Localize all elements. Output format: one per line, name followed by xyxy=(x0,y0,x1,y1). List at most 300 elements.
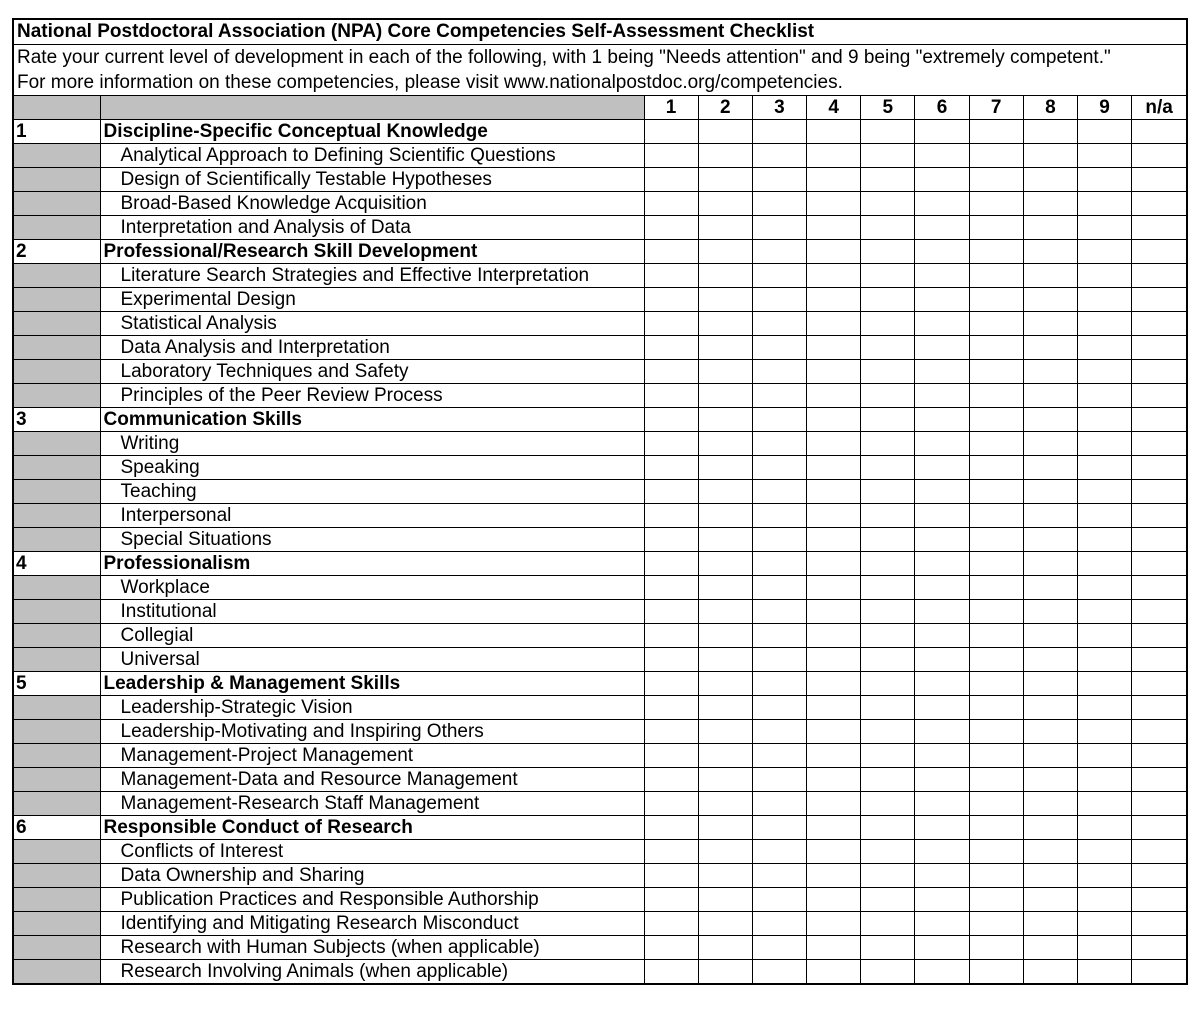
rating-cell[interactable] xyxy=(969,672,1023,696)
rating-cell[interactable] xyxy=(1132,384,1186,408)
rating-cell[interactable] xyxy=(644,696,698,720)
rating-cell[interactable] xyxy=(752,312,806,336)
rating-cell[interactable] xyxy=(1023,360,1077,384)
rating-cell[interactable] xyxy=(644,288,698,312)
rating-cell[interactable] xyxy=(644,864,698,888)
rating-cell[interactable] xyxy=(861,432,915,456)
rating-cell[interactable] xyxy=(1023,240,1077,264)
rating-cell[interactable] xyxy=(1078,456,1132,480)
rating-cell[interactable] xyxy=(807,144,861,168)
rating-cell[interactable] xyxy=(1023,144,1077,168)
rating-cell[interactable] xyxy=(698,360,752,384)
rating-cell[interactable] xyxy=(698,384,752,408)
rating-cell[interactable] xyxy=(969,360,1023,384)
rating-cell[interactable] xyxy=(1078,744,1132,768)
rating-cell[interactable] xyxy=(1132,648,1186,672)
rating-cell[interactable] xyxy=(1078,480,1132,504)
rating-cell[interactable] xyxy=(644,648,698,672)
rating-cell[interactable] xyxy=(752,816,806,840)
rating-cell[interactable] xyxy=(915,936,969,960)
rating-cell[interactable] xyxy=(752,264,806,288)
rating-cell[interactable] xyxy=(698,528,752,552)
rating-cell[interactable] xyxy=(807,336,861,360)
rating-cell[interactable] xyxy=(752,768,806,792)
rating-cell[interactable] xyxy=(752,552,806,576)
rating-cell[interactable] xyxy=(698,744,752,768)
rating-cell[interactable] xyxy=(807,240,861,264)
rating-cell[interactable] xyxy=(861,360,915,384)
rating-cell[interactable] xyxy=(1023,504,1077,528)
rating-cell[interactable] xyxy=(752,504,806,528)
rating-cell[interactable] xyxy=(644,168,698,192)
rating-cell[interactable] xyxy=(969,216,1023,240)
rating-cell[interactable] xyxy=(807,168,861,192)
rating-cell[interactable] xyxy=(1023,576,1077,600)
rating-cell[interactable] xyxy=(861,216,915,240)
rating-cell[interactable] xyxy=(1078,576,1132,600)
rating-cell[interactable] xyxy=(644,120,698,144)
rating-cell[interactable] xyxy=(1132,696,1186,720)
rating-cell[interactable] xyxy=(1078,312,1132,336)
rating-cell[interactable] xyxy=(1078,168,1132,192)
rating-cell[interactable] xyxy=(1023,936,1077,960)
rating-cell[interactable] xyxy=(1078,768,1132,792)
rating-cell[interactable] xyxy=(644,432,698,456)
rating-cell[interactable] xyxy=(807,648,861,672)
rating-cell[interactable] xyxy=(752,408,806,432)
rating-cell[interactable] xyxy=(698,672,752,696)
rating-cell[interactable] xyxy=(969,408,1023,432)
rating-cell[interactable] xyxy=(752,648,806,672)
rating-cell[interactable] xyxy=(969,888,1023,912)
rating-cell[interactable] xyxy=(861,960,915,984)
rating-cell[interactable] xyxy=(1078,504,1132,528)
rating-cell[interactable] xyxy=(1078,336,1132,360)
rating-cell[interactable] xyxy=(915,192,969,216)
rating-cell[interactable] xyxy=(807,888,861,912)
rating-cell[interactable] xyxy=(1078,408,1132,432)
rating-cell[interactable] xyxy=(1023,336,1077,360)
rating-cell[interactable] xyxy=(915,384,969,408)
rating-cell[interactable] xyxy=(915,216,969,240)
rating-cell[interactable] xyxy=(752,576,806,600)
rating-cell[interactable] xyxy=(1132,960,1186,984)
rating-cell[interactable] xyxy=(698,792,752,816)
rating-cell[interactable] xyxy=(861,624,915,648)
rating-cell[interactable] xyxy=(861,456,915,480)
rating-cell[interactable] xyxy=(807,528,861,552)
rating-cell[interactable] xyxy=(969,312,1023,336)
rating-cell[interactable] xyxy=(752,240,806,264)
rating-cell[interactable] xyxy=(915,336,969,360)
rating-cell[interactable] xyxy=(1023,864,1077,888)
rating-cell[interactable] xyxy=(698,192,752,216)
rating-cell[interactable] xyxy=(1023,672,1077,696)
rating-cell[interactable] xyxy=(861,576,915,600)
rating-cell[interactable] xyxy=(861,600,915,624)
rating-cell[interactable] xyxy=(1132,120,1186,144)
rating-cell[interactable] xyxy=(861,696,915,720)
rating-cell[interactable] xyxy=(1078,240,1132,264)
rating-cell[interactable] xyxy=(861,816,915,840)
rating-cell[interactable] xyxy=(915,312,969,336)
rating-cell[interactable] xyxy=(1078,816,1132,840)
rating-cell[interactable] xyxy=(1078,864,1132,888)
rating-cell[interactable] xyxy=(969,912,1023,936)
rating-cell[interactable] xyxy=(807,936,861,960)
rating-cell[interactable] xyxy=(752,840,806,864)
rating-cell[interactable] xyxy=(698,408,752,432)
rating-cell[interactable] xyxy=(861,408,915,432)
rating-cell[interactable] xyxy=(1132,216,1186,240)
rating-cell[interactable] xyxy=(807,432,861,456)
rating-cell[interactable] xyxy=(698,816,752,840)
rating-cell[interactable] xyxy=(1132,552,1186,576)
rating-cell[interactable] xyxy=(807,960,861,984)
rating-cell[interactable] xyxy=(1132,504,1186,528)
rating-cell[interactable] xyxy=(698,576,752,600)
rating-cell[interactable] xyxy=(1132,600,1186,624)
rating-cell[interactable] xyxy=(1023,552,1077,576)
rating-cell[interactable] xyxy=(969,936,1023,960)
rating-cell[interactable] xyxy=(1132,288,1186,312)
rating-cell[interactable] xyxy=(1023,216,1077,240)
rating-cell[interactable] xyxy=(1132,240,1186,264)
rating-cell[interactable] xyxy=(915,864,969,888)
rating-cell[interactable] xyxy=(1023,624,1077,648)
rating-cell[interactable] xyxy=(969,120,1023,144)
rating-cell[interactable] xyxy=(698,912,752,936)
rating-cell[interactable] xyxy=(1023,528,1077,552)
rating-cell[interactable] xyxy=(1078,528,1132,552)
rating-cell[interactable] xyxy=(644,192,698,216)
rating-cell[interactable] xyxy=(807,264,861,288)
rating-cell[interactable] xyxy=(644,936,698,960)
rating-cell[interactable] xyxy=(698,840,752,864)
rating-cell[interactable] xyxy=(698,456,752,480)
rating-cell[interactable] xyxy=(752,864,806,888)
rating-cell[interactable] xyxy=(969,168,1023,192)
rating-cell[interactable] xyxy=(698,432,752,456)
rating-cell[interactable] xyxy=(698,600,752,624)
rating-cell[interactable] xyxy=(644,264,698,288)
rating-cell[interactable] xyxy=(698,288,752,312)
rating-cell[interactable] xyxy=(807,480,861,504)
rating-cell[interactable] xyxy=(807,912,861,936)
rating-cell[interactable] xyxy=(915,600,969,624)
rating-cell[interactable] xyxy=(915,288,969,312)
rating-cell[interactable] xyxy=(807,288,861,312)
rating-cell[interactable] xyxy=(644,312,698,336)
rating-cell[interactable] xyxy=(1078,288,1132,312)
rating-cell[interactable] xyxy=(1132,456,1186,480)
rating-cell[interactable] xyxy=(969,528,1023,552)
rating-cell[interactable] xyxy=(915,672,969,696)
rating-cell[interactable] xyxy=(969,552,1023,576)
rating-cell[interactable] xyxy=(644,216,698,240)
rating-cell[interactable] xyxy=(915,240,969,264)
rating-cell[interactable] xyxy=(969,960,1023,984)
rating-cell[interactable] xyxy=(915,816,969,840)
rating-cell[interactable] xyxy=(861,144,915,168)
rating-cell[interactable] xyxy=(1132,360,1186,384)
rating-cell[interactable] xyxy=(1023,720,1077,744)
rating-cell[interactable] xyxy=(1023,600,1077,624)
rating-cell[interactable] xyxy=(861,528,915,552)
rating-cell[interactable] xyxy=(1023,192,1077,216)
rating-cell[interactable] xyxy=(1078,384,1132,408)
rating-cell[interactable] xyxy=(807,720,861,744)
rating-cell[interactable] xyxy=(752,888,806,912)
rating-cell[interactable] xyxy=(1023,288,1077,312)
rating-cell[interactable] xyxy=(915,840,969,864)
rating-cell[interactable] xyxy=(698,168,752,192)
rating-cell[interactable] xyxy=(969,192,1023,216)
rating-cell[interactable] xyxy=(1023,648,1077,672)
rating-cell[interactable] xyxy=(644,552,698,576)
rating-cell[interactable] xyxy=(969,576,1023,600)
rating-cell[interactable] xyxy=(969,840,1023,864)
rating-cell[interactable] xyxy=(644,384,698,408)
rating-cell[interactable] xyxy=(752,528,806,552)
rating-cell[interactable] xyxy=(861,648,915,672)
rating-cell[interactable] xyxy=(861,336,915,360)
rating-cell[interactable] xyxy=(644,960,698,984)
rating-cell[interactable] xyxy=(969,288,1023,312)
rating-cell[interactable] xyxy=(644,504,698,528)
rating-cell[interactable] xyxy=(644,360,698,384)
rating-cell[interactable] xyxy=(752,744,806,768)
rating-cell[interactable] xyxy=(861,288,915,312)
rating-cell[interactable] xyxy=(969,792,1023,816)
rating-cell[interactable] xyxy=(861,384,915,408)
rating-cell[interactable] xyxy=(1023,840,1077,864)
rating-cell[interactable] xyxy=(1132,192,1186,216)
rating-cell[interactable] xyxy=(1078,192,1132,216)
rating-cell[interactable] xyxy=(1023,744,1077,768)
rating-cell[interactable] xyxy=(807,192,861,216)
rating-cell[interactable] xyxy=(1078,840,1132,864)
rating-cell[interactable] xyxy=(698,864,752,888)
rating-cell[interactable] xyxy=(915,504,969,528)
rating-cell[interactable] xyxy=(969,624,1023,648)
rating-cell[interactable] xyxy=(915,960,969,984)
rating-cell[interactable] xyxy=(698,960,752,984)
rating-cell[interactable] xyxy=(807,624,861,648)
rating-cell[interactable] xyxy=(644,624,698,648)
rating-cell[interactable] xyxy=(752,288,806,312)
rating-cell[interactable] xyxy=(915,264,969,288)
rating-cell[interactable] xyxy=(1023,480,1077,504)
rating-cell[interactable] xyxy=(861,912,915,936)
rating-cell[interactable] xyxy=(1023,792,1077,816)
rating-cell[interactable] xyxy=(752,960,806,984)
rating-cell[interactable] xyxy=(1132,672,1186,696)
rating-cell[interactable] xyxy=(861,192,915,216)
rating-cell[interactable] xyxy=(752,600,806,624)
rating-cell[interactable] xyxy=(807,360,861,384)
rating-cell[interactable] xyxy=(915,528,969,552)
rating-cell[interactable] xyxy=(969,504,1023,528)
rating-cell[interactable] xyxy=(1132,888,1186,912)
rating-cell[interactable] xyxy=(1078,696,1132,720)
rating-cell[interactable] xyxy=(1132,312,1186,336)
rating-cell[interactable] xyxy=(969,600,1023,624)
rating-cell[interactable] xyxy=(861,552,915,576)
rating-cell[interactable] xyxy=(698,312,752,336)
rating-cell[interactable] xyxy=(1023,168,1077,192)
rating-cell[interactable] xyxy=(969,432,1023,456)
rating-cell[interactable] xyxy=(1078,600,1132,624)
rating-cell[interactable] xyxy=(644,576,698,600)
rating-cell[interactable] xyxy=(861,120,915,144)
rating-cell[interactable] xyxy=(1078,624,1132,648)
rating-cell[interactable] xyxy=(1132,432,1186,456)
rating-cell[interactable] xyxy=(1132,528,1186,552)
rating-cell[interactable] xyxy=(1132,264,1186,288)
rating-cell[interactable] xyxy=(644,408,698,432)
rating-cell[interactable] xyxy=(644,840,698,864)
rating-cell[interactable] xyxy=(969,480,1023,504)
rating-cell[interactable] xyxy=(1078,672,1132,696)
rating-cell[interactable] xyxy=(807,600,861,624)
rating-cell[interactable] xyxy=(752,432,806,456)
rating-cell[interactable] xyxy=(698,144,752,168)
rating-cell[interactable] xyxy=(861,312,915,336)
rating-cell[interactable] xyxy=(1023,432,1077,456)
rating-cell[interactable] xyxy=(1132,744,1186,768)
rating-cell[interactable] xyxy=(644,456,698,480)
rating-cell[interactable] xyxy=(861,264,915,288)
rating-cell[interactable] xyxy=(644,600,698,624)
rating-cell[interactable] xyxy=(644,744,698,768)
rating-cell[interactable] xyxy=(644,912,698,936)
rating-cell[interactable] xyxy=(861,936,915,960)
rating-cell[interactable] xyxy=(861,504,915,528)
rating-cell[interactable] xyxy=(644,768,698,792)
rating-cell[interactable] xyxy=(915,360,969,384)
rating-cell[interactable] xyxy=(1132,720,1186,744)
rating-cell[interactable] xyxy=(915,552,969,576)
rating-cell[interactable] xyxy=(1023,912,1077,936)
rating-cell[interactable] xyxy=(861,672,915,696)
rating-cell[interactable] xyxy=(1023,312,1077,336)
rating-cell[interactable] xyxy=(1023,120,1077,144)
rating-cell[interactable] xyxy=(1078,360,1132,384)
rating-cell[interactable] xyxy=(752,912,806,936)
rating-cell[interactable] xyxy=(1132,336,1186,360)
rating-cell[interactable] xyxy=(752,168,806,192)
rating-cell[interactable] xyxy=(915,456,969,480)
rating-cell[interactable] xyxy=(915,744,969,768)
rating-cell[interactable] xyxy=(644,480,698,504)
rating-cell[interactable] xyxy=(915,792,969,816)
rating-cell[interactable] xyxy=(969,816,1023,840)
rating-cell[interactable] xyxy=(915,408,969,432)
rating-cell[interactable] xyxy=(1023,816,1077,840)
rating-cell[interactable] xyxy=(1078,552,1132,576)
rating-cell[interactable] xyxy=(807,552,861,576)
rating-cell[interactable] xyxy=(861,744,915,768)
rating-cell[interactable] xyxy=(1132,840,1186,864)
rating-cell[interactable] xyxy=(915,624,969,648)
rating-cell[interactable] xyxy=(1132,792,1186,816)
rating-cell[interactable] xyxy=(1078,432,1132,456)
rating-cell[interactable] xyxy=(1023,888,1077,912)
rating-cell[interactable] xyxy=(698,336,752,360)
rating-cell[interactable] xyxy=(807,216,861,240)
rating-cell[interactable] xyxy=(969,144,1023,168)
rating-cell[interactable] xyxy=(752,360,806,384)
rating-cell[interactable] xyxy=(698,624,752,648)
rating-cell[interactable] xyxy=(752,456,806,480)
rating-cell[interactable] xyxy=(752,720,806,744)
rating-cell[interactable] xyxy=(969,864,1023,888)
rating-cell[interactable] xyxy=(1078,648,1132,672)
rating-cell[interactable] xyxy=(861,240,915,264)
rating-cell[interactable] xyxy=(1078,960,1132,984)
rating-cell[interactable] xyxy=(915,720,969,744)
rating-cell[interactable] xyxy=(969,720,1023,744)
rating-cell[interactable] xyxy=(1132,408,1186,432)
rating-cell[interactable] xyxy=(807,816,861,840)
rating-cell[interactable] xyxy=(752,120,806,144)
rating-cell[interactable] xyxy=(861,168,915,192)
rating-cell[interactable] xyxy=(752,672,806,696)
rating-cell[interactable] xyxy=(1078,936,1132,960)
rating-cell[interactable] xyxy=(807,504,861,528)
rating-cell[interactable] xyxy=(1078,792,1132,816)
rating-cell[interactable] xyxy=(698,888,752,912)
rating-cell[interactable] xyxy=(1078,120,1132,144)
rating-cell[interactable] xyxy=(969,384,1023,408)
rating-cell[interactable] xyxy=(1078,144,1132,168)
rating-cell[interactable] xyxy=(915,888,969,912)
rating-cell[interactable] xyxy=(807,312,861,336)
rating-cell[interactable] xyxy=(1132,912,1186,936)
rating-cell[interactable] xyxy=(807,456,861,480)
rating-cell[interactable] xyxy=(1132,816,1186,840)
rating-cell[interactable] xyxy=(915,432,969,456)
rating-cell[interactable] xyxy=(861,792,915,816)
rating-cell[interactable] xyxy=(1132,936,1186,960)
rating-cell[interactable] xyxy=(807,576,861,600)
rating-cell[interactable] xyxy=(752,480,806,504)
rating-cell[interactable] xyxy=(861,720,915,744)
rating-cell[interactable] xyxy=(752,144,806,168)
rating-cell[interactable] xyxy=(1023,456,1077,480)
rating-cell[interactable] xyxy=(1132,624,1186,648)
rating-cell[interactable] xyxy=(861,480,915,504)
rating-cell[interactable] xyxy=(915,120,969,144)
rating-cell[interactable] xyxy=(644,720,698,744)
rating-cell[interactable] xyxy=(698,696,752,720)
rating-cell[interactable] xyxy=(969,264,1023,288)
rating-cell[interactable] xyxy=(915,912,969,936)
rating-cell[interactable] xyxy=(807,792,861,816)
rating-cell[interactable] xyxy=(915,648,969,672)
rating-cell[interactable] xyxy=(807,696,861,720)
rating-cell[interactable] xyxy=(644,528,698,552)
rating-cell[interactable] xyxy=(644,792,698,816)
rating-cell[interactable] xyxy=(698,768,752,792)
rating-cell[interactable] xyxy=(915,480,969,504)
rating-cell[interactable] xyxy=(752,936,806,960)
rating-cell[interactable] xyxy=(752,216,806,240)
rating-cell[interactable] xyxy=(752,696,806,720)
rating-cell[interactable] xyxy=(644,240,698,264)
rating-cell[interactable] xyxy=(644,336,698,360)
